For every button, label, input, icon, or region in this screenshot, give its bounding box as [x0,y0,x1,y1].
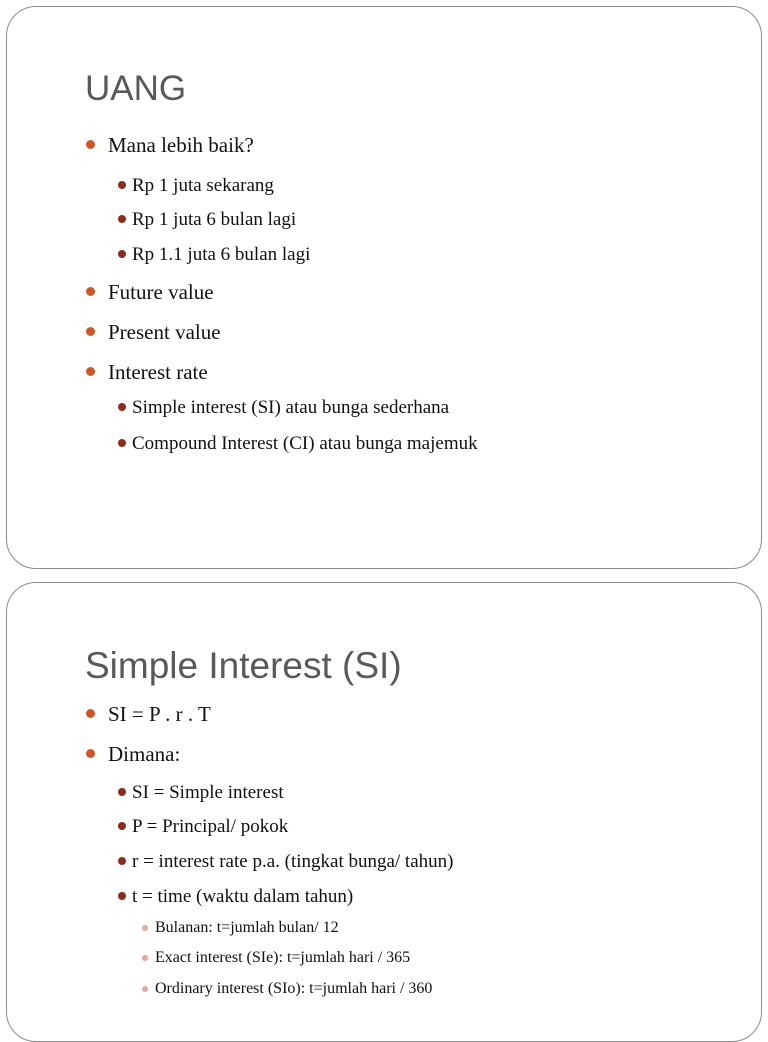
slide-uang [6,6,762,569]
bullet-text: Simple interest (SI) atau bunga sederhana [132,397,450,418]
bullet-item-level2 [132,887,353,906]
bullet-text: Interest rate [108,360,208,384]
bullet-text: SI = Simple interest [132,782,284,803]
bullet-dot-icon [142,955,148,961]
slide-title: Simple Interest (SI) [85,645,402,686]
bullet-dot-icon [86,140,95,149]
bullet-item-level1 [108,744,180,765]
bullet-text: Future value [108,280,214,304]
bullet-dot-icon [118,892,126,900]
bullet-text: Exact interest (SIe): t=jumlah hari / 365 [155,949,411,966]
bullet-text: Mana lebih baik? [108,133,254,157]
bullet-dot-icon [118,788,126,796]
bullet-dot-icon [142,925,148,931]
bullet-text: Bulanan: t=jumlah bulan/ 12 [155,919,339,936]
bullet-text: Rp 1 juta 6 bulan lagi [132,209,297,230]
bullet-item-level2 [132,817,288,836]
bullet-item-level2 [132,783,284,802]
bullet-dot-icon [118,181,126,189]
bullet-item-level2 [132,434,478,453]
bullet-dot-icon [86,327,95,336]
bullet-dot-icon [142,986,148,992]
bullet-item-level1 [108,282,214,303]
bullet-item-level2 [132,210,296,229]
bullet-dot-icon [118,822,126,830]
bullet-text: Rp 1 juta sekarang [132,175,274,196]
bullet-item-level3 [155,950,410,966]
bullet-text: P = Principal/ pokok [132,816,289,837]
bullet-item-level1 [108,135,254,156]
bullet-text: Compound Interest (CI) atau bunga majemuk [132,433,478,454]
bullet-dot-icon [86,709,95,718]
bullet-item-level2 [132,398,449,417]
bullet-item-level1 [108,704,211,725]
bullet-dot-icon [86,749,95,758]
bullet-item-level2 [132,176,274,195]
bullet-dot-icon [118,403,126,411]
bullet-dot-icon [118,215,126,223]
bullet-item-level2 [132,852,453,871]
bullet-dot-icon [118,857,126,865]
bullet-item-level3 [155,920,339,936]
slide-simple-interest [6,582,762,1042]
bullet-text: Ordinary interest (SIo): t=jumlah hari / 360 [155,980,433,997]
bullet-text: t = time (waktu dalam tahun) [132,886,354,907]
bullet-item-level2 [132,245,310,264]
bullet-text: Dimana: [108,742,181,766]
bullet-text: r = interest rate p.a. (tingkat bunga/ tahun) [132,851,454,872]
bullet-text: SI = P . r . T [108,702,211,726]
bullet-item-level1 [108,322,221,343]
bullet-item-level3 [155,981,432,997]
slide-title: UANG [85,69,187,108]
bullet-dot-icon [86,287,95,296]
bullet-item-level1 [108,362,208,383]
bullet-dot-icon [118,439,126,447]
bullet-dot-icon [86,367,95,376]
bullet-text: Rp 1.1 juta 6 bulan lagi [132,244,311,265]
bullet-text: Present value [108,320,221,344]
bullet-dot-icon [118,250,126,258]
